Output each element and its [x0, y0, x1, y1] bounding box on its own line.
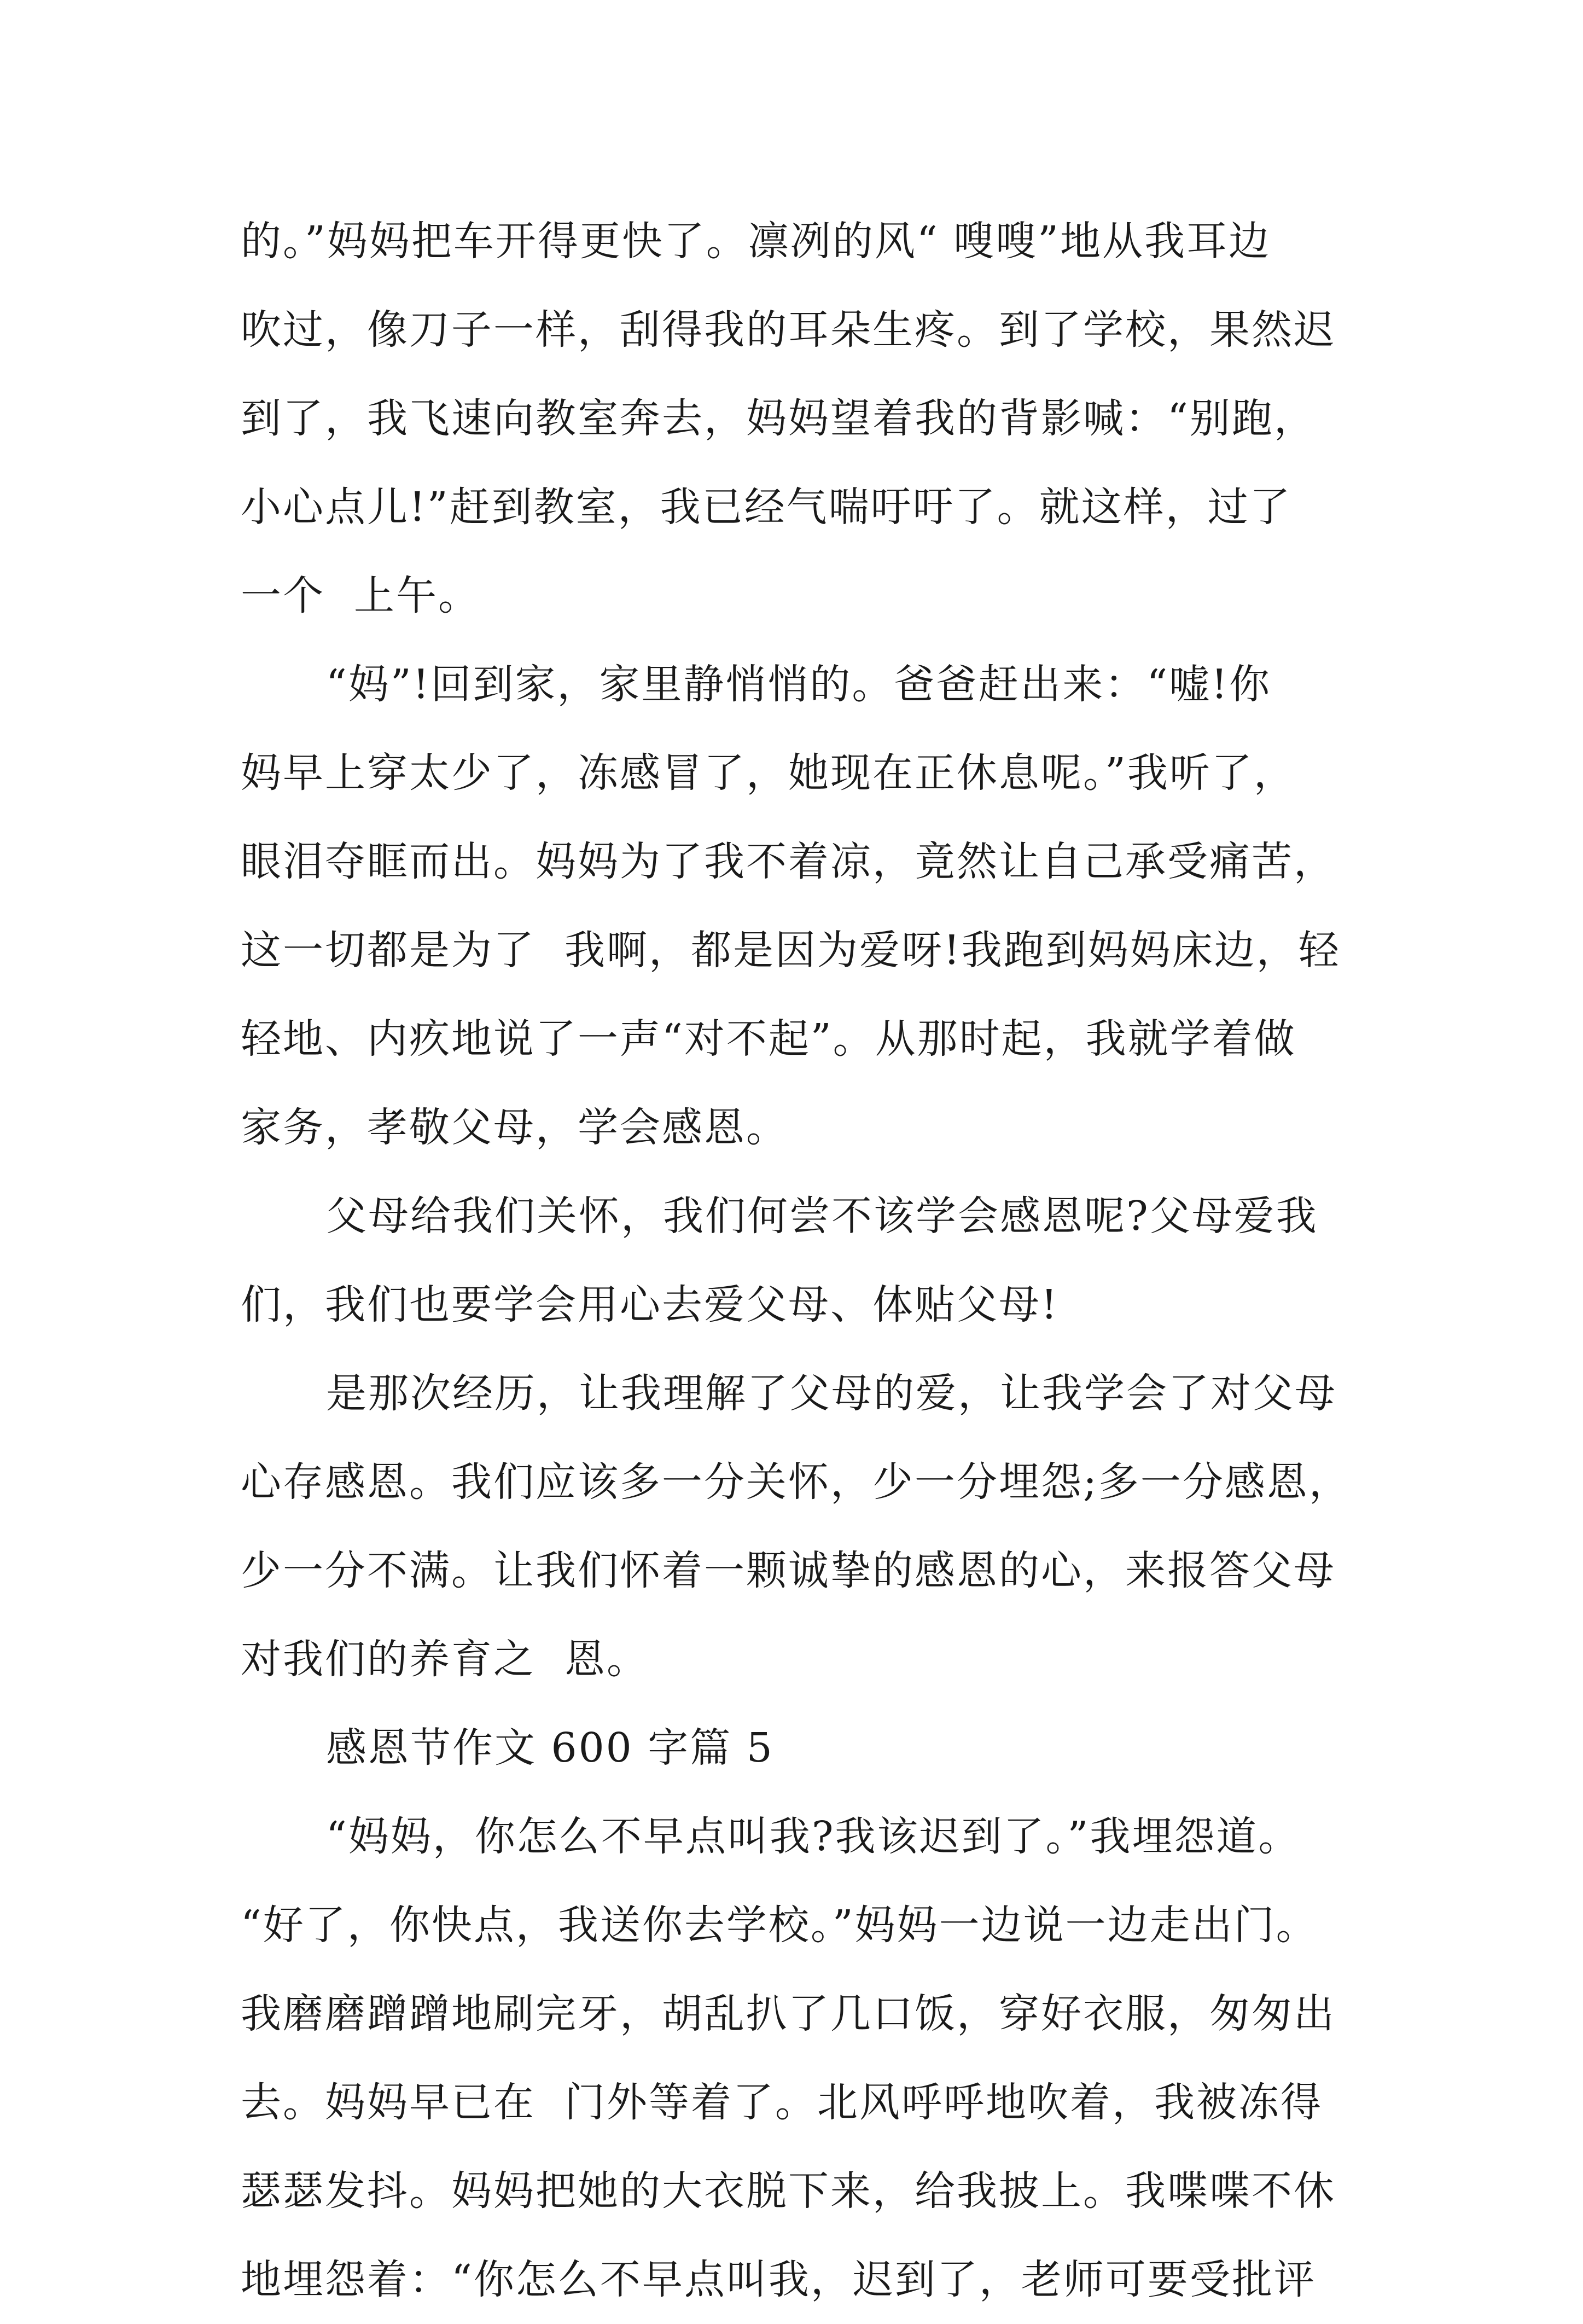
text-line: “妈妈，你怎么不早点叫我?我该迟到了。”我埋怨道。: [326, 1813, 1301, 1860]
text-line: 一个 上午。: [241, 572, 481, 619]
text-line: “好了，你快点，我送你去学校。”妈妈一边说一边走出门。: [241, 1902, 1318, 1949]
text-line: 妈早上穿太少了，冻感冒了，她现在正休息呢。”我听了，: [241, 750, 1296, 797]
text-line: 父母给我们关怀，我们何尝不该学会感恩呢?父母爱我: [326, 1193, 1318, 1240]
text-line: 是那次经历，让我理解了父母的爱，让我学会了对父母: [326, 1370, 1337, 1417]
text-line: 地埋怨着：“你怎么不早点叫我，迟到了，老师可要受批评: [241, 2256, 1316, 2303]
text-line: 感恩节作文 600 字篇 5: [326, 1724, 774, 1771]
text-line: 们，我们也要学会用心去爱父母、体贴父母!: [241, 1281, 1059, 1328]
text-line: 到了，我飞速向教室奔去，妈妈望着我的背影喊：“别跑，: [241, 395, 1316, 442]
text-line: 小心点儿!”赶到教室，我已经气喘吁吁了。就这样，过了: [241, 484, 1292, 531]
text-line: 家务，孝敬父母，学会感恩。: [241, 1104, 788, 1151]
text-line: 吹过，像刀子一样，刮得我的耳朵生疼。到了学校，果然迟: [241, 306, 1336, 353]
text-line: 我磨磨蹭蹭地刷完牙，胡乱扒了几口饭，穿好衣服，匆匆出: [241, 1990, 1336, 2037]
text-line: 少一分不满。让我们怀着一颗诚挚的感恩的心，来报答父母: [241, 1547, 1336, 1594]
text-line: “妈”!回到家，家里静悄悄的。爸爸赶出来：“嘘!你: [326, 661, 1271, 708]
text-line: 的。”妈妈把车开得更快了。凛冽的风“ 嗖嗖”地从我耳边: [241, 218, 1271, 265]
text-line: 瑟瑟发抖。妈妈把她的大衣脱下来，给我披上。我喋喋不休: [241, 2168, 1336, 2215]
text-line: 轻地、内疚地说了一声“对不起”。从那时起，我就学着做: [241, 1015, 1296, 1062]
document-body: [241, 197, 1357, 2324]
text-line: 心存感恩。我们应该多一分关怀，少一分埋怨;多一分感恩，: [241, 1459, 1351, 1506]
text-line: 对我们的养育之 恩。: [241, 1636, 649, 1683]
text-line: 这一切都是为了 我啊，都是因为爱呀!我跑到妈妈床边，轻: [241, 927, 1341, 974]
text-line: 眼泪夺眶而出。妈妈为了我不着凉，竟然让自己承受痛苦，: [241, 838, 1336, 885]
text-line: 去。妈妈早已在 门外等着了。北风呼呼地吹着，我被冻得: [241, 2079, 1323, 2126]
